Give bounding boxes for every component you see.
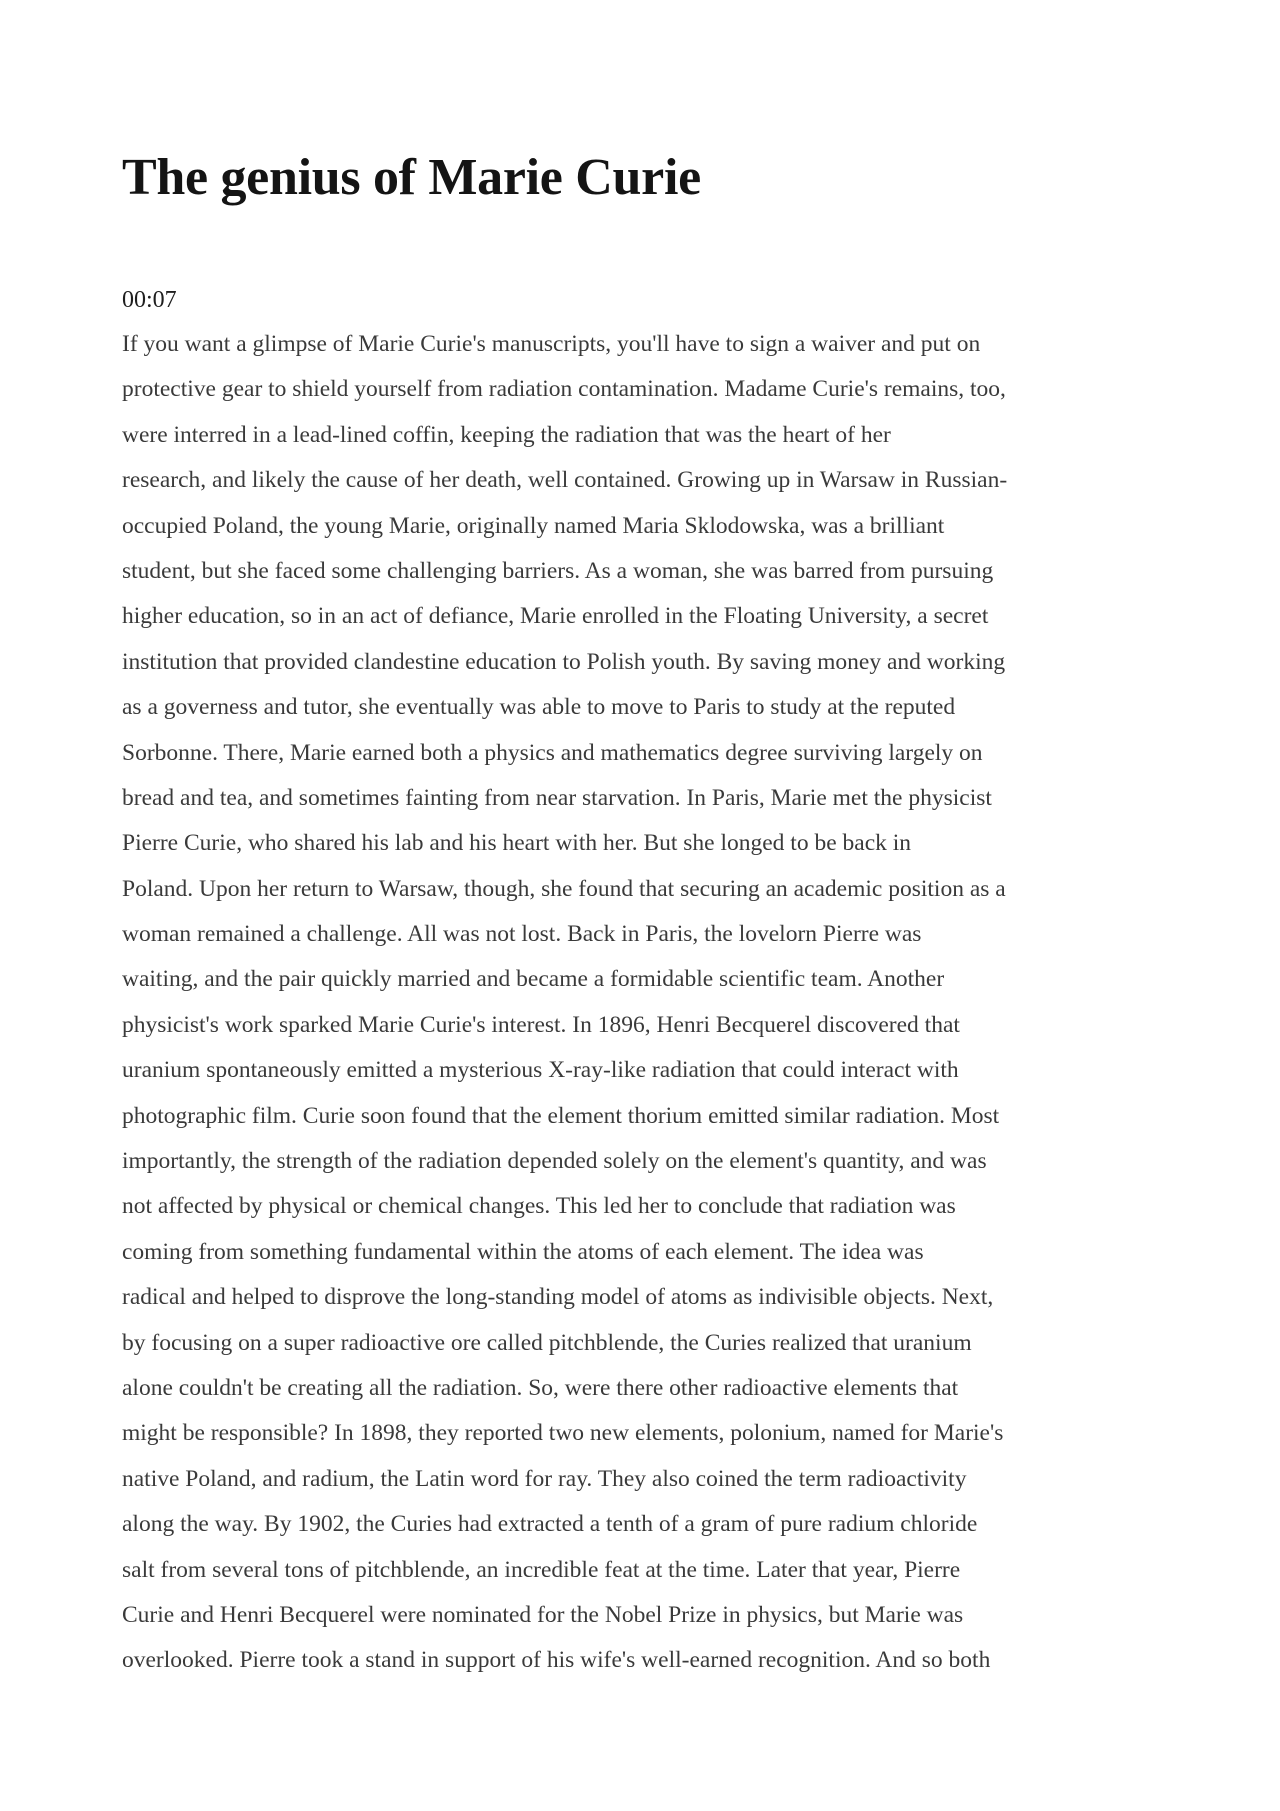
timestamp: 00:07: [122, 287, 177, 313]
text-line: If you want a glimpse of Marie Curie's manuscripts, you'll have to sign a waiver and put on: [122, 331, 981, 357]
text-line: Pierre Curie, who shared his lab and his heart with her. But she longed to be back in: [122, 830, 912, 857]
text-line: occupied Poland, the young Marie, originally named Maria Sklodowska, was a brilliant: [122, 512, 945, 539]
text-line: woman remained a challenge. All was not lost. Back in Paris, the lovelorn Pierre was: [122, 921, 922, 948]
text-line: uranium spontaneously emitted a mysterious X-ray-like radiation that could interact with: [122, 1057, 959, 1084]
transcript-body: [122, 322, 1202, 1684]
text-line: physicist's work sparked Marie Curie's interest. In 1896, Henri Becquerel discovered that: [122, 1011, 960, 1038]
text-line: as a governess and tutor, she eventually was able to move to Paris to study at the reputed: [122, 694, 956, 721]
text-line: might be responsible? In 1898, they reported two new elements, polonium, named for Marie's: [122, 1420, 1004, 1447]
text-line: were interred in a lead-lined coffin, keeping the radiation that was the heart of her: [122, 421, 891, 448]
text-line: research, and likely the cause of her death, well contained. Growing up in Warsaw in Russian-: [122, 467, 1008, 494]
text-line: bread and tea, and sometimes fainting from near starvation. In Paris, Marie met the physicist: [122, 784, 992, 811]
text-line: importantly, the strength of the radiation depended solely on the element's quantity, and was: [122, 1148, 987, 1175]
document-title: The genius of Marie Curie: [122, 149, 701, 206]
text-line: not affected by physical or chemical changes. This led her to conclude that radiation was: [122, 1193, 956, 1220]
text-line: Curie and Henri Becquerel were nominated for the Nobel Prize in physics, but Marie was: [122, 1601, 964, 1628]
text-line: alone couldn't be creating all the radiation. So, were there other radioactive elements that: [122, 1374, 959, 1401]
text-line: student, but she faced some challenging barriers. As a woman, she was barred from pursuing: [122, 557, 994, 584]
text-line: protective gear to shield yourself from radiation contamination. Madame Curie's remains, too,: [122, 376, 1006, 403]
text-line: waiting, and the pair quickly married and became a formidable scientific team. Another: [122, 966, 945, 993]
text-line: photographic film. Curie soon found that the element thorium emitted similar radiation. Most: [122, 1102, 1000, 1129]
text-line: overlooked. Pierre took a stand in support of his wife's well-earned recognition. And so both: [122, 1647, 991, 1674]
text-line: native Poland, and radium, the Latin word for ray. They also coined the term radioactivity: [122, 1465, 967, 1492]
text-line: Poland. Upon her return to Warsaw, though, she found that securing an academic position as a: [122, 875, 1006, 902]
text-line: by focusing on a super radioactive ore called pitchblende, the Curies realized that uranium: [122, 1329, 972, 1356]
text-line: Sorbonne. There, Marie earned both a physics and mathematics degree surviving largely on: [122, 739, 983, 766]
text-line: salt from several tons of pitchblende, an incredible feat at the time. Later that year, Pierre: [122, 1556, 961, 1583]
text-line: higher education, so in an act of defiance, Marie enrolled in the Floating University, a secret: [122, 603, 989, 630]
text-line: radical and helped to disprove the long-standing model of atoms as indivisible objects. Next,: [122, 1284, 994, 1311]
text-line: along the way. By 1902, the Curies had extracted a tenth of a gram of pure radium chloride: [122, 1511, 978, 1538]
text-line: institution that provided clandestine education to Polish youth. By saving money and working: [122, 648, 1006, 675]
text-line: coming from something fundamental within the atoms of each element. The idea was: [122, 1238, 924, 1265]
